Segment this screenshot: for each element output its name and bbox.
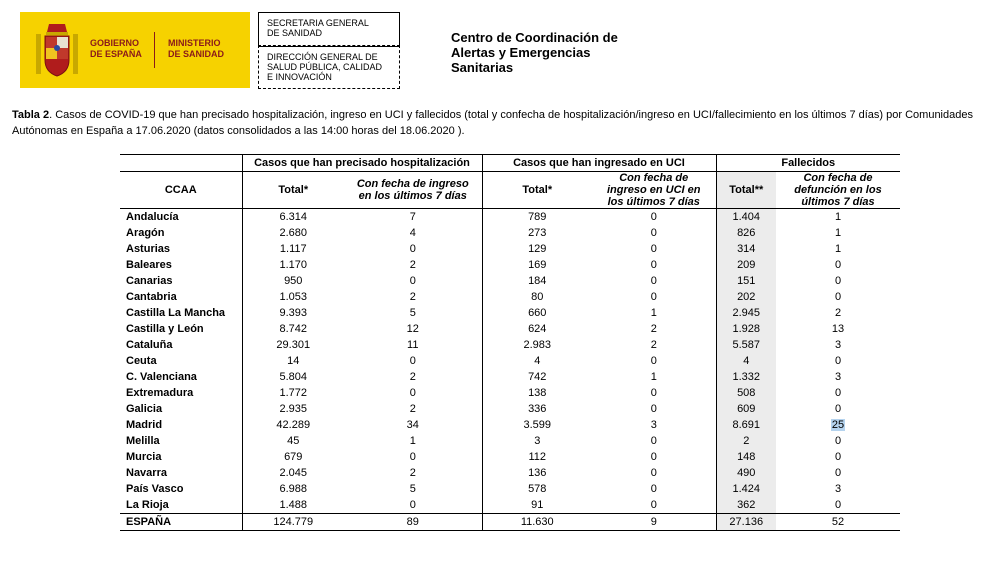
data-cell: 5 bbox=[409, 307, 416, 319]
data-cell: 3 bbox=[482, 433, 592, 449]
subheader-fall-7d: Con fecha de defunción en los últimos 7 días bbox=[776, 172, 900, 209]
secretaria-box bbox=[258, 12, 400, 47]
data-cell: 12 bbox=[406, 323, 419, 335]
data-cell: 0 bbox=[834, 259, 842, 271]
group-header-row bbox=[120, 155, 900, 172]
data-cell: 2 bbox=[409, 403, 416, 415]
table-row bbox=[120, 305, 900, 321]
ccaa-name-cell: Aragón bbox=[126, 227, 165, 239]
table-row bbox=[120, 209, 900, 226]
data-cell: 6.314 bbox=[242, 209, 344, 226]
table-row bbox=[120, 401, 900, 417]
data-cell bbox=[776, 417, 900, 433]
subheader-uci-7d: Con fecha de ingreso en UCI en los últimos 7 días bbox=[592, 172, 716, 209]
data-cell: 5 bbox=[409, 483, 416, 495]
data-cell: 112 bbox=[482, 449, 592, 465]
data-cell: 1 bbox=[834, 243, 842, 255]
data-cell: 8.691 bbox=[716, 417, 776, 433]
data-cell: 0 bbox=[650, 227, 657, 239]
data-cell: 0 bbox=[650, 355, 657, 367]
data-cell: 1.332 bbox=[716, 369, 776, 385]
data-cell: 0 bbox=[650, 275, 657, 287]
table-body bbox=[120, 209, 900, 514]
data-cell: 2 bbox=[409, 259, 416, 271]
table-row bbox=[120, 321, 900, 337]
ccaa-name-cell: País Vasco bbox=[126, 483, 184, 495]
data-cell: 1.404 bbox=[716, 209, 776, 226]
data-cell: 0 bbox=[650, 403, 657, 415]
ccaa-name-cell: Baleares bbox=[126, 259, 172, 271]
data-cell: 1 bbox=[650, 307, 657, 319]
data-cell: 0 bbox=[650, 451, 657, 463]
data-cell: 0 bbox=[834, 451, 842, 463]
data-cell: 0 bbox=[650, 467, 657, 479]
data-cell: 0 bbox=[834, 275, 842, 287]
data-cell: 2 bbox=[409, 467, 416, 479]
ccaa-name-cell: Andalucía bbox=[126, 211, 179, 223]
ccaa-name-cell: Cataluña bbox=[126, 339, 173, 351]
data-cell: 1.772 bbox=[242, 385, 344, 401]
table-row bbox=[120, 337, 900, 353]
data-cell: 2 bbox=[409, 291, 416, 303]
data-cell: 42.289 bbox=[242, 417, 344, 433]
data-cell: 490 bbox=[716, 465, 776, 481]
data-cell: 169 bbox=[482, 257, 592, 273]
ccaa-name-cell: Melilla bbox=[126, 435, 160, 447]
data-cell: 29.301 bbox=[242, 337, 344, 353]
caption-label: Tabla 2 bbox=[12, 109, 50, 121]
data-cell: 2.045 bbox=[242, 465, 344, 481]
ccaa-name-cell: Cantabria bbox=[126, 291, 177, 303]
data-cell: 0 bbox=[650, 483, 657, 495]
data-cell: 3 bbox=[834, 371, 842, 383]
data-cell: 0 bbox=[650, 435, 657, 447]
data-cell: 2.680 bbox=[242, 225, 344, 241]
ccaa-name-cell: Ceuta bbox=[126, 355, 157, 367]
data-cell: 0 bbox=[650, 387, 657, 399]
data-cell: 0 bbox=[834, 499, 842, 511]
data-cell: 508 bbox=[716, 385, 776, 401]
data-cell: 6.988 bbox=[242, 481, 344, 497]
centro-title: Centro de Coordinación de Alertas y Emergencias Sanitarias bbox=[451, 30, 618, 75]
table-row bbox=[120, 353, 900, 369]
data-cell: 314 bbox=[716, 241, 776, 257]
total-cell: 9 bbox=[592, 514, 716, 531]
table-row bbox=[120, 273, 900, 289]
data-cell: 0 bbox=[409, 387, 416, 399]
data-cell: 2 bbox=[409, 371, 416, 383]
data-cell: 0 bbox=[650, 499, 657, 511]
ccaa-name-cell: Castilla y León bbox=[126, 323, 204, 335]
data-cell: 742 bbox=[482, 369, 592, 385]
ccaa-name-cell: Madrid bbox=[126, 419, 163, 431]
table-row bbox=[120, 449, 900, 465]
data-cell: 151 bbox=[716, 273, 776, 289]
table-row bbox=[120, 481, 900, 497]
data-cell: 1.170 bbox=[242, 257, 344, 273]
data-cell: 9.393 bbox=[242, 305, 344, 321]
data-cell: 202 bbox=[716, 289, 776, 305]
data-cell: 148 bbox=[716, 449, 776, 465]
ccaa-name-cell: C. Valenciana bbox=[126, 371, 197, 383]
data-cell: 624 bbox=[482, 321, 592, 337]
subheader-hosp-7d: Con fecha de ingreso en los últimos 7 días bbox=[344, 172, 482, 209]
data-cell: 209 bbox=[716, 257, 776, 273]
data-cell: 5.587 bbox=[716, 337, 776, 353]
data-cell: 0 bbox=[834, 355, 842, 367]
data-cell: 950 bbox=[242, 273, 344, 289]
data-cell: 7 bbox=[409, 211, 416, 223]
sub-header-row bbox=[120, 172, 900, 209]
data-cell: 3 bbox=[834, 339, 842, 351]
data-cell: 3.599 bbox=[482, 417, 592, 433]
data-cell: 660 bbox=[482, 305, 592, 321]
table-row bbox=[120, 433, 900, 449]
data-cell: 0 bbox=[409, 275, 416, 287]
data-cell: 4 bbox=[716, 353, 776, 369]
data-cell: 136 bbox=[482, 465, 592, 481]
ccaa-name-cell: Galicia bbox=[126, 403, 163, 415]
table-row bbox=[120, 225, 900, 241]
data-cell: 1 bbox=[409, 435, 416, 447]
table-row bbox=[120, 497, 900, 514]
data-cell: 679 bbox=[242, 449, 344, 465]
ccaa-name-cell: Murcia bbox=[126, 451, 162, 463]
subheader-fall-total: Total** bbox=[716, 172, 776, 209]
highlighted-value: 25 bbox=[831, 419, 845, 431]
group-header-fallecidos: Fallecidos bbox=[716, 155, 900, 172]
data-cell: 0 bbox=[409, 499, 416, 511]
data-cell: 11 bbox=[407, 339, 419, 351]
data-cell: 34 bbox=[406, 419, 419, 431]
table-row bbox=[120, 369, 900, 385]
data-cell: 80 bbox=[482, 289, 592, 305]
data-cell: 1 bbox=[834, 227, 842, 239]
total-cell: 89 bbox=[344, 514, 482, 531]
total-cell: 52 bbox=[776, 514, 900, 531]
data-cell: 2 bbox=[650, 323, 657, 335]
table-row bbox=[120, 241, 900, 257]
ccaa-name-cell: Navarra bbox=[126, 467, 167, 479]
group-header-hosp: Casos que han precisado hospitalización bbox=[242, 155, 482, 172]
direccion-text: DIRECCIÓN GENERAL DE SALUD PÚBLICA, CALIDAD E INNOVACIÓN bbox=[267, 52, 383, 82]
total-cell: 27.136 bbox=[716, 514, 776, 531]
data-cell: 0 bbox=[650, 291, 657, 303]
data-cell: 0 bbox=[834, 403, 842, 415]
total-cell: 11.630 bbox=[482, 514, 592, 531]
data-cell: 1.488 bbox=[242, 497, 344, 514]
data-cell: 2 bbox=[650, 339, 657, 351]
data-cell: 45 bbox=[242, 433, 344, 449]
data-cell: 5.804 bbox=[242, 369, 344, 385]
data-cell: 1.928 bbox=[716, 321, 776, 337]
data-cell: 3 bbox=[650, 419, 657, 431]
data-cell: 0 bbox=[834, 467, 842, 479]
caption-text: . Casos de COVID-19 que han precisado hospitalización, ingreso en UCI y fallecidos (total y confecha de hospitalización/ingreso en UCI/fallecimiento en los últimos 7 días) por Comunidades Autónomas en España a 17.06.2020 (datos consolidados a las 14:00 horas del 18.06.2020 ). bbox=[12, 109, 973, 137]
data-cell: 4 bbox=[482, 353, 592, 369]
ccaa-header: CCAA bbox=[120, 172, 242, 209]
subheader-uci-total: Total* bbox=[482, 172, 592, 209]
data-cell: 2.983 bbox=[482, 337, 592, 353]
data-cell: 0 bbox=[834, 291, 842, 303]
data-cell: 0 bbox=[409, 451, 416, 463]
table-row bbox=[120, 385, 900, 401]
covid-table bbox=[120, 154, 900, 531]
data-cell: 1 bbox=[834, 211, 842, 223]
gobierno-logo bbox=[20, 12, 250, 88]
data-cell: 273 bbox=[482, 225, 592, 241]
data-cell: 2 bbox=[716, 433, 776, 449]
ccaa-name-cell: Asturias bbox=[126, 243, 171, 255]
data-cell: 0 bbox=[834, 435, 842, 447]
table-row bbox=[120, 289, 900, 305]
ministerio-text: MINISTERIO DE SANIDAD bbox=[168, 38, 225, 59]
table-row bbox=[120, 465, 900, 481]
data-cell: 8.742 bbox=[242, 321, 344, 337]
coat-of-arms-icon bbox=[34, 20, 80, 80]
data-cell: 14 bbox=[242, 353, 344, 369]
data-cell: 0 bbox=[650, 211, 657, 223]
data-cell: 0 bbox=[409, 243, 416, 255]
data-cell: 789 bbox=[482, 209, 592, 226]
ccaa-name-cell: Castilla La Mancha bbox=[126, 307, 226, 319]
subheader-hosp-total: Total* bbox=[242, 172, 344, 209]
table-row bbox=[120, 417, 900, 433]
data-cell: 2.945 bbox=[716, 305, 776, 321]
total-cell: 124.779 bbox=[242, 514, 344, 531]
data-cell: 609 bbox=[716, 401, 776, 417]
data-cell: 2 bbox=[834, 307, 842, 319]
data-cell: 129 bbox=[482, 241, 592, 257]
ccaa-name-cell: Extremadura bbox=[126, 387, 194, 399]
secretaria-text: SECRETARIA GENERAL DE SANIDAD bbox=[267, 18, 369, 38]
data-cell: 4 bbox=[409, 227, 416, 239]
data-cell: 138 bbox=[482, 385, 592, 401]
data-cell: 2.935 bbox=[242, 401, 344, 417]
data-cell: 0 bbox=[409, 355, 416, 367]
data-cell: 362 bbox=[716, 497, 776, 514]
data-cell: 1 bbox=[650, 371, 657, 383]
group-header-blank bbox=[120, 155, 242, 172]
table-row bbox=[120, 257, 900, 273]
data-cell: 1.117 bbox=[242, 241, 344, 257]
group-header-uci: Casos que han ingresado en UCI bbox=[482, 155, 716, 172]
data-cell: 578 bbox=[482, 481, 592, 497]
logo-divider bbox=[154, 32, 155, 68]
gobierno-text: GOBIERNO DE ESPAÑA bbox=[90, 38, 142, 59]
data-cell: 0 bbox=[834, 387, 842, 399]
data-cell: 1.053 bbox=[242, 289, 344, 305]
ccaa-name-cell: La Rioja bbox=[126, 499, 169, 511]
data-cell: 0 bbox=[650, 259, 657, 271]
data-cell: 336 bbox=[482, 401, 592, 417]
total-label: ESPAÑA bbox=[120, 514, 242, 531]
direccion-box bbox=[258, 45, 400, 89]
data-cell: 91 bbox=[482, 497, 592, 514]
data-cell: 826 bbox=[716, 225, 776, 241]
ccaa-name-cell: Canarias bbox=[126, 275, 173, 287]
table-caption bbox=[12, 107, 990, 139]
data-cell: 3 bbox=[834, 483, 842, 495]
data-cell: 184 bbox=[482, 273, 592, 289]
data-cell: 13 bbox=[831, 323, 845, 335]
data-cell: 1.424 bbox=[716, 481, 776, 497]
total-row bbox=[120, 514, 900, 531]
data-cell: 0 bbox=[650, 243, 657, 255]
